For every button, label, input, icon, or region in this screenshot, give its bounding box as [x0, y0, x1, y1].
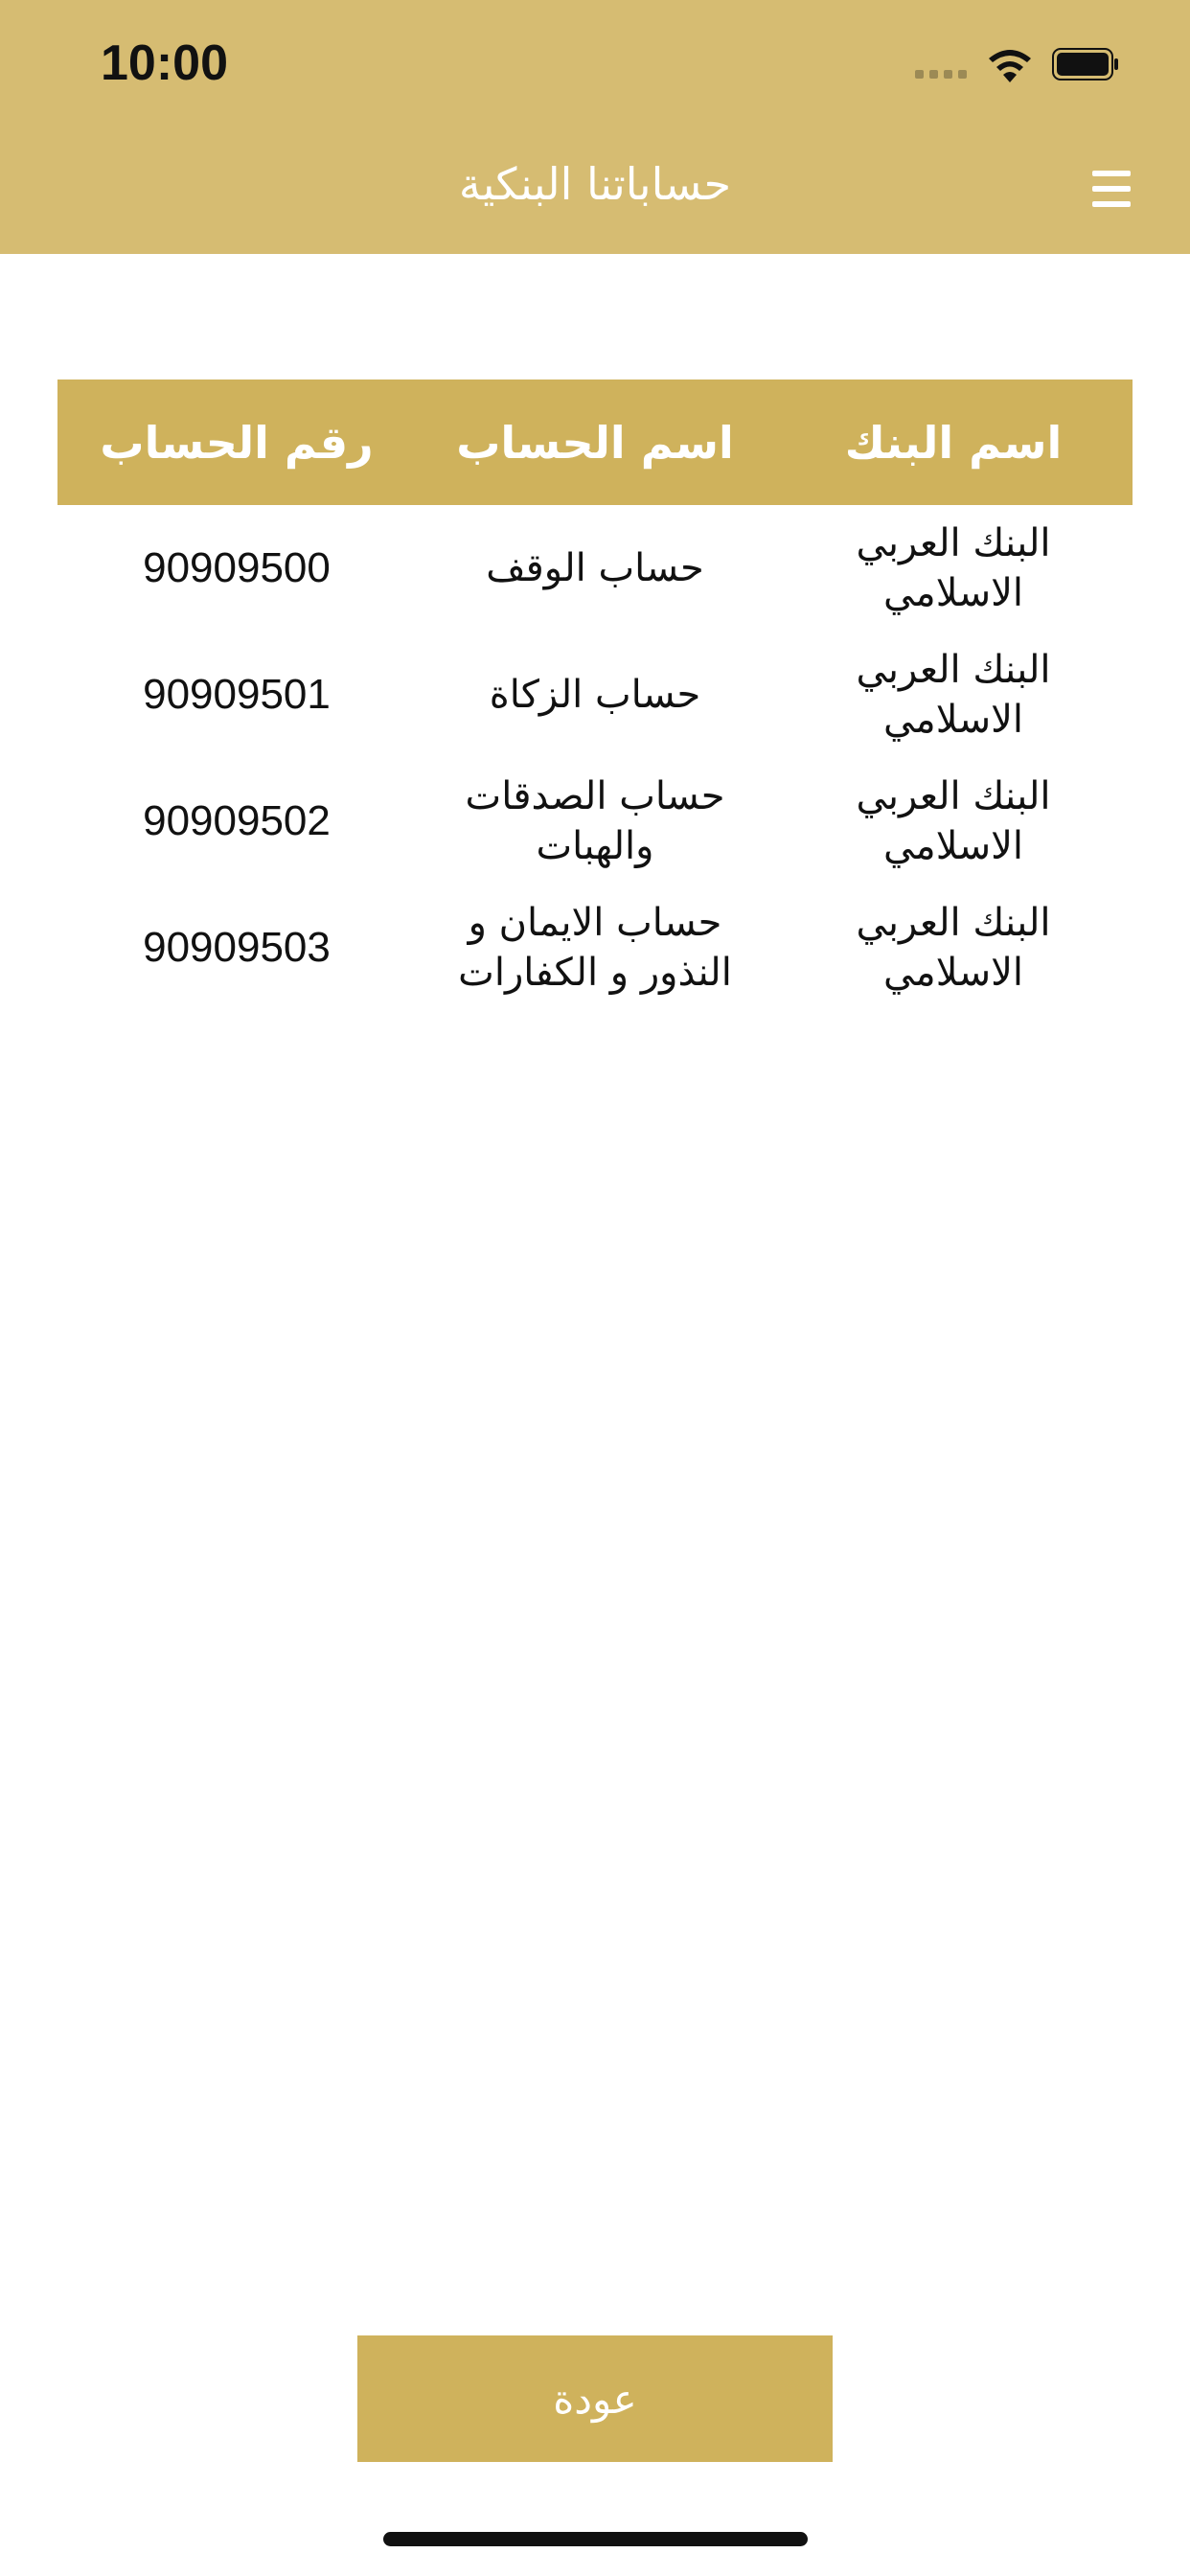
account-number-cell: 90909501	[143, 671, 331, 718]
bank-name-cell: البنك العربي الاسلامي	[856, 901, 1051, 995]
back-button[interactable]: عودة	[357, 2335, 833, 2462]
account-name-cell: حساب الزكاة	[489, 673, 701, 717]
table-row	[57, 758, 1133, 885]
header-account-number: رقم الحساب	[100, 416, 374, 469]
status-time: 10:00	[101, 35, 228, 91]
signal-icon	[915, 70, 967, 79]
account-number-cell: 90909503	[143, 924, 331, 971]
page-title: حساباتنا البنكية	[458, 158, 732, 210]
bank-name-cell: البنك العربي الاسلامي	[856, 648, 1051, 742]
account-number-cell: 90909502	[143, 797, 331, 844]
header-bank-name: اسم البنك	[844, 416, 1063, 469]
account-name-cell: حساب الايمان و النذور و الكفارات	[458, 901, 732, 995]
table-row	[57, 632, 1133, 758]
table-row	[57, 885, 1133, 1011]
bank-accounts-table	[57, 380, 1133, 1011]
app-header	[0, 0, 1190, 254]
hamburger-menu-icon[interactable]	[1092, 171, 1131, 207]
bank-name-cell: البنك العربي الاسلامي	[856, 774, 1051, 868]
account-name-cell: حساب الوقف	[486, 546, 704, 590]
account-number-cell: 90909500	[143, 544, 331, 591]
bank-name-cell: البنك العربي الاسلامي	[856, 521, 1051, 615]
table-row	[57, 505, 1133, 632]
home-indicator[interactable]	[383, 2532, 808, 2546]
account-name-cell: حساب الصدقات والهبات	[465, 774, 725, 868]
table-header	[57, 380, 1133, 505]
wifi-icon	[987, 46, 1033, 84]
battery-icon	[1052, 48, 1119, 80]
header-account-name: اسم الحساب	[456, 416, 734, 469]
